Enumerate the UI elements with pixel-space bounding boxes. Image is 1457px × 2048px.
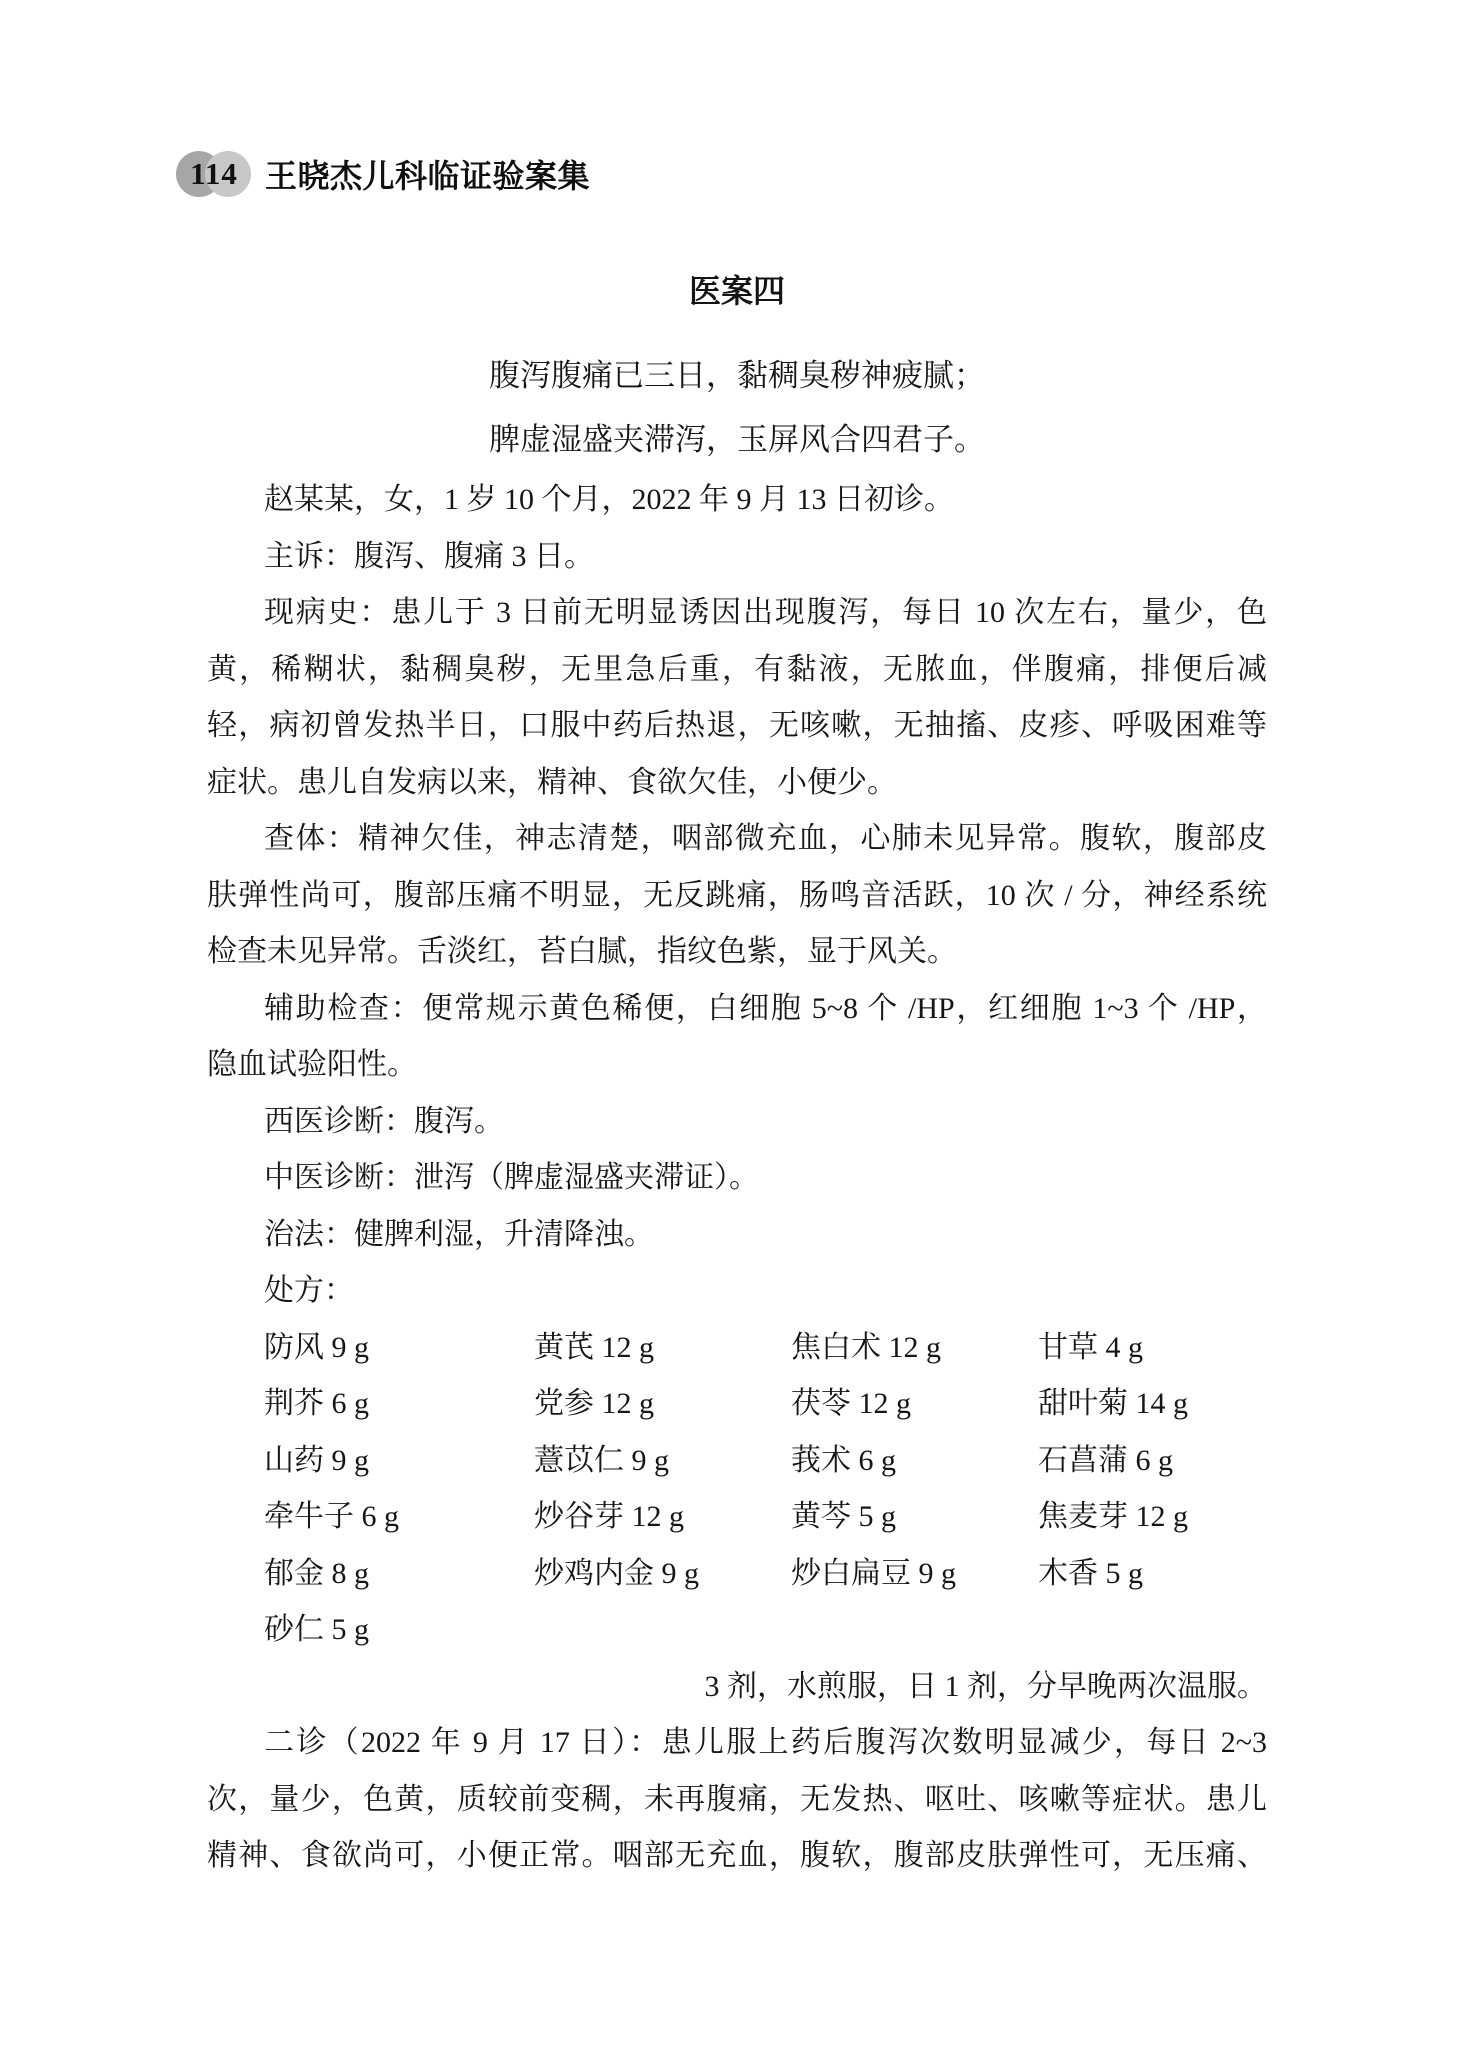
text-line-exam: 查体：精神欠佳，神志清楚，咽部微充血，心肺未见异常。腹软，腹部皮 <box>264 822 1267 855</box>
herb-item <box>534 1602 791 1659</box>
herb-item: 木香 5 g <box>1038 1556 1143 1590</box>
case-verses <box>207 344 1267 472</box>
herb-item: 甘草 4 g <box>1038 1330 1143 1364</box>
prescription-row <box>207 1546 1267 1603</box>
text-line-exam: 肤弹性尚可，腹部压痛不明显，无反跳痛，肠鸣音活跃，10 次 / 分，神经系统 <box>207 878 1267 912</box>
herb-item <box>791 1602 1038 1659</box>
text-line-lab: 辅助检查：便常规示黄色稀便，白细胞 5~8 个 /HP，红细胞 1~3 个 /HP， <box>264 991 1267 1025</box>
text-line-western-diagnosis: 西医诊断：腹泻。 <box>264 1104 504 1138</box>
herb-item: 茯苓 12 g <box>791 1387 911 1420</box>
verse-line: 脾虚湿盛夹滞泻，玉屏风合四君子。 <box>489 422 985 457</box>
prescription-row <box>207 1320 1267 1377</box>
text-line-tcm-diagnosis: 中医诊断：泄泻（脾虚湿盛夹滞证）。 <box>264 1161 759 1194</box>
herb-item: 焦麦芽 12 g <box>1038 1500 1188 1533</box>
herb-item: 炒鸡内金 9 g <box>534 1556 699 1590</box>
text-line-second-visit: 二诊（2022 年 9 月 17 日）：患儿服上药后腹泻次数明显减少，每日 2~3 <box>264 1726 1267 1759</box>
herb-item: 牵牛子 6 g <box>264 1500 399 1533</box>
herb-item: 焦白术 12 g <box>791 1330 941 1364</box>
herb-item: 黄芪 12 g <box>534 1330 654 1364</box>
herb-item: 郁金 8 g <box>264 1556 369 1590</box>
text-line-treatment-method: 治法：健脾利湿，升清降浊。 <box>264 1217 654 1251</box>
page-number: 114 <box>190 156 238 191</box>
case-body <box>207 472 1267 1885</box>
herb-item: 甜叶菊 14 g <box>1038 1387 1188 1420</box>
book-title: 王晓杰儿科临证验案集 <box>265 158 591 194</box>
text-line-exam: 检查未见异常。舌淡红，苔白腻，指纹色紫，显于风关。 <box>207 935 957 968</box>
herb-item: 荆芥 6 g <box>264 1387 369 1420</box>
herb-item <box>1038 1602 1267 1659</box>
prescription-row <box>207 1489 1267 1546</box>
prescription-row <box>207 1376 1267 1433</box>
text-line-history: 黄，稀糊状，黏稠臭秽，无里急后重，有黏液，无脓血，伴腹痛，排便后减 <box>207 652 1267 686</box>
prescription-row <box>207 1433 1267 1490</box>
herb-item: 薏苡仁 9 g <box>534 1443 669 1477</box>
herb-item: 砂仁 5 g <box>264 1613 369 1646</box>
prescription-row <box>207 1602 1267 1659</box>
text-line-chief-complaint: 主诉：腹泻、腹痛 3 日。 <box>264 539 594 573</box>
dosage-instruction: 3 剂，水煎服，日 1 剂，分早晚两次温服。 <box>704 1669 1267 1703</box>
text-line-history: 症状。患儿自发病以来，精神、食欲欠佳，小便少。 <box>207 765 897 799</box>
text-line-second-visit: 次，量少，色黄，质较前变稠，未再腹痛，无发热、呕吐、咳嗽等症状。患儿 <box>207 1782 1267 1816</box>
herb-item: 黄芩 5 g <box>791 1500 896 1533</box>
page-number-badge <box>176 148 252 200</box>
herb-item: 莪术 6 g <box>791 1443 896 1477</box>
text-line-history: 轻，病初曾发热半日，口服中药后热退，无咳嗽，无抽搐、皮疹、呼吸困难等 <box>207 709 1267 742</box>
case-title: 医案四 <box>688 273 785 309</box>
text-line-prescription-label: 处方： <box>264 1274 354 1307</box>
herb-item: 防风 9 g <box>264 1330 369 1364</box>
verse-line: 腹泻腹痛已三日，黏稠臭秽神疲腻； <box>489 358 985 393</box>
herb-item: 石菖蒲 6 g <box>1038 1443 1173 1477</box>
herb-item: 党参 12 g <box>534 1387 654 1420</box>
text-line-lab: 隐血试验阳性。 <box>207 1048 417 1081</box>
text-line-second-visit: 精神、食欲尚可，小便正常。咽部无充血，腹软，腹部皮肤弹性可，无压痛、 <box>207 1839 1267 1872</box>
text-line-patient-info: 赵某某，女，1 岁 10 个月，2022 年 9 月 13 日初诊。 <box>264 483 954 516</box>
running-header <box>176 148 590 200</box>
text-line-history: 现病史：患儿于 3 日前无明显诱因出现腹泻，每日 10 次左右，量少，色 <box>264 596 1267 629</box>
herb-item: 炒谷芽 12 g <box>534 1500 684 1533</box>
herb-item: 山药 9 g <box>264 1443 369 1477</box>
herb-item: 炒白扁豆 9 g <box>791 1556 956 1590</box>
